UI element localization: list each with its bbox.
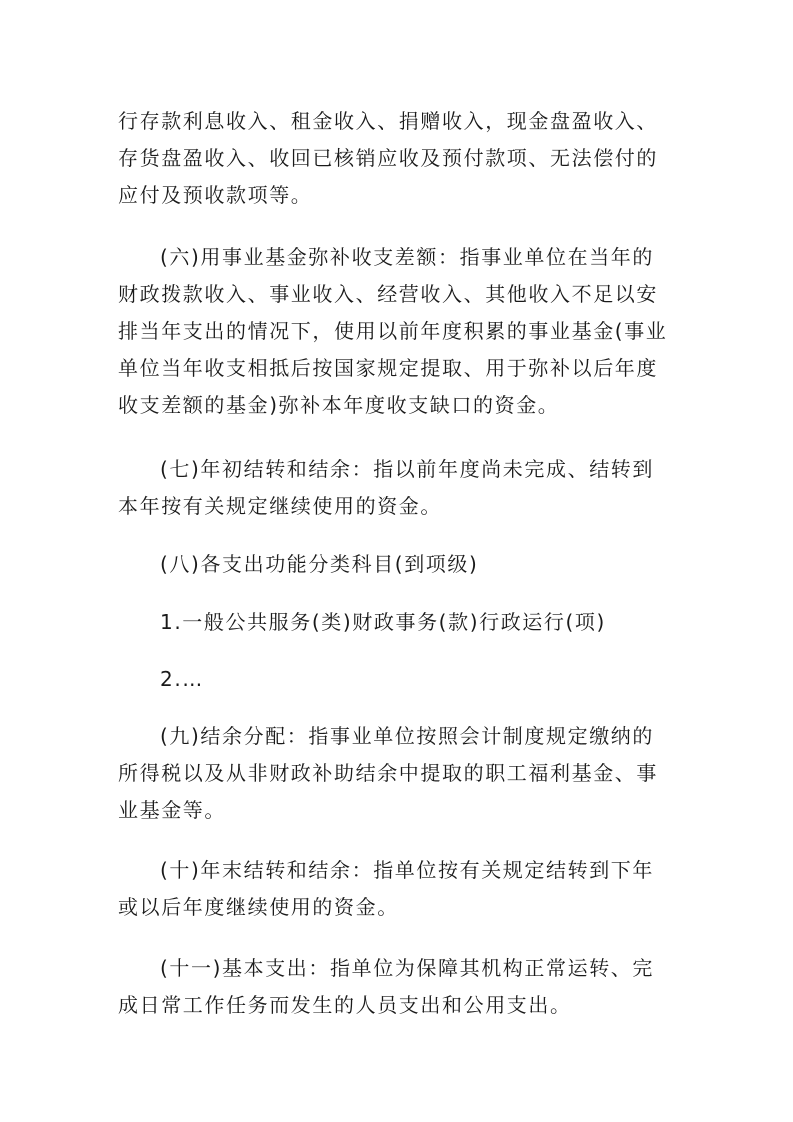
text-line: 行存款利息收入、租金收入、捐赠收入，现金盘盈收入、: [118, 109, 658, 133]
text-line: (八)各支出功能分类科目(到项级): [160, 552, 479, 576]
text-line: 应付及预收款项等。: [118, 183, 313, 207]
text-line: 单位当年收支相抵后按国家规定提取、用于弥补以后年度: [118, 356, 658, 380]
text-line: (七)年初结转和结余：指以前年度尚未完成、结转到: [160, 457, 655, 481]
text-line: 排当年支出的情况下，使用以前年度积累的事业基金(事业: [118, 319, 668, 343]
paragraph-subitem-1: [118, 604, 678, 641]
paragraph-item-11: [118, 950, 678, 1024]
text-line: 存货盘盈收入、收回已核销应收及预付款项、无法偿付的: [118, 146, 658, 170]
paragraph-item-10: [118, 852, 678, 926]
paragraph-item-6: [118, 239, 678, 424]
text-line: 业基金等。: [118, 798, 226, 822]
paragraph-income-continuation: [118, 103, 678, 214]
text-line: 收支差额的基金)弥补本年度收支缺口的资金。: [118, 393, 560, 417]
text-line: 或以后年度继续使用的资金。: [118, 895, 399, 919]
text-line: 财政拨款收入、事业收入、经营收入、其他收入不足以安: [118, 282, 658, 306]
text-line: (六)用事业基金弥补收支差额：指事业单位在当年的: [160, 245, 655, 269]
paragraph-item-8: [118, 546, 678, 583]
text-line: 本年按有关规定继续使用的资金。: [118, 494, 442, 518]
text-line: 所得税以及从非财政补助结余中提取的职工福利基金、事: [118, 761, 658, 785]
text-line: 1.一般公共服务(类)财政事务(款)行政运行(项): [160, 610, 606, 634]
text-line: 2.…: [160, 667, 204, 691]
text-line: 成日常工作任务而发生的人员支出和公用支出。: [118, 993, 572, 1017]
text-line: (十一)基本支出：指单位为保障其机构正常运转、完: [160, 956, 655, 980]
paragraph-item-9: [118, 718, 678, 829]
text-line: (十)年末结转和结余：指单位按有关规定结转到下年: [160, 858, 655, 882]
text-line: (九)结余分配：指事业单位按照会计制度规定缴纳的: [160, 724, 655, 748]
paragraph-subitem-2: [118, 661, 678, 698]
paragraph-item-7: [118, 451, 678, 525]
